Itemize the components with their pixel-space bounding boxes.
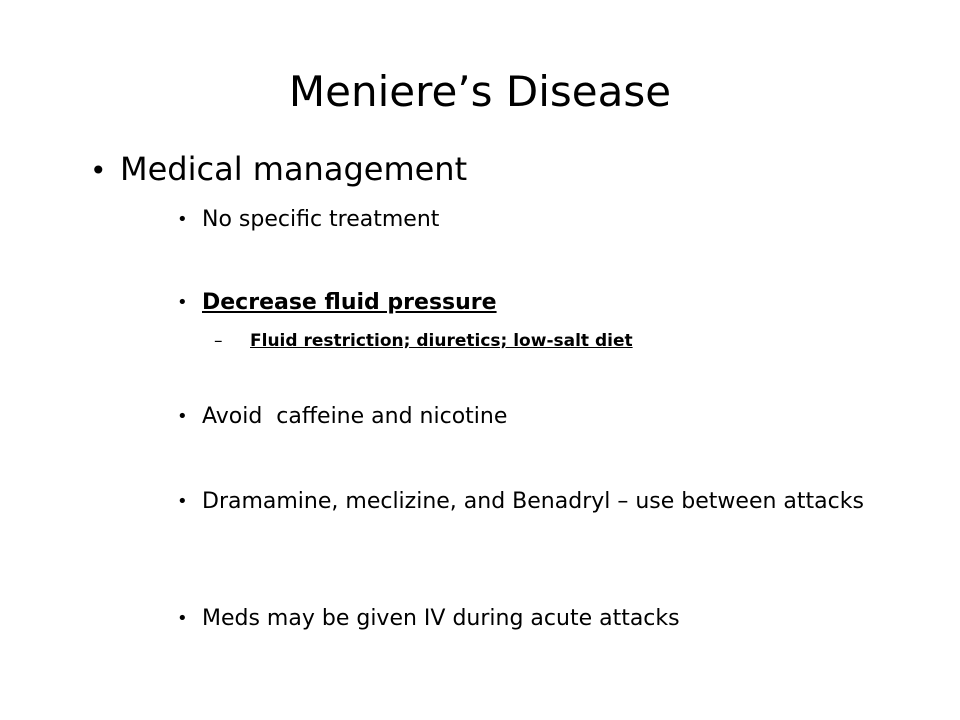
bullet-text: Avoid caffeine and nicotine	[202, 404, 508, 429]
bullet-icon: •	[177, 608, 188, 629]
bullet-text: Meds may be given IV during acute attacks	[202, 606, 680, 631]
bullet-icon: •	[177, 209, 188, 230]
bullet-decrease-fluid-pressure	[177, 288, 897, 318]
bullet-dramamine	[177, 487, 897, 517]
bullet-icon: •	[177, 292, 188, 313]
bullet-no-specific-treatment	[177, 205, 897, 235]
bullet-avoid-caffeine	[177, 402, 897, 432]
bullet-icon: •	[90, 154, 107, 187]
bullet-icon: •	[177, 406, 188, 427]
bullet-text: No specific treatment	[202, 207, 440, 232]
bullet-text: Dramamine, meclizine, and Benadryl – use between attacks	[202, 489, 864, 514]
bullet-medical-management	[90, 146, 467, 194]
subitem-fluid-restriction	[214, 328, 633, 354]
bullet-text: Medical management	[120, 150, 468, 188]
dash-icon: –	[214, 331, 223, 351]
bullet-text: Decrease fluid pressure	[202, 290, 497, 315]
bullet-meds-iv	[177, 604, 897, 634]
slide-title: Meniere’s Disease	[288, 67, 672, 116]
bullet-icon: •	[177, 491, 188, 512]
subitem-text: Fluid restriction; diuretics; low-salt diet	[250, 331, 633, 351]
